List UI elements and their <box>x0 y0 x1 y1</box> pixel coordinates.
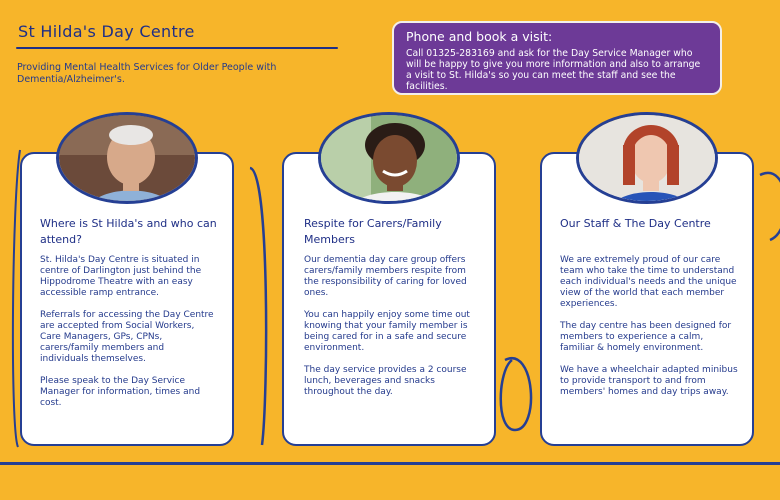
photo-red-haired-woman <box>576 112 718 204</box>
card-location-paragraph: Referrals for accessing the Day Centre are accepted from Social Workers, Care Managers, GPs, CPNs, carers/family members and individuals themselves. <box>40 310 214 364</box>
phone-box-text: Call 01325-283169 and ask for the Day Service Manager who will be happy to give you more information and also to arrange a visit to St. Hilda's so you can meet the staff and see the facilities. <box>406 48 701 92</box>
card-staff-paragraph: We are extremely proud of our care team who take the time to understand each individual's needs and the unique view of the world that each member experiences. <box>560 255 737 309</box>
card-staff-paragraph: We have a wheelchair adapted minibus to provide transport to and from members' homes and day trips away. <box>560 365 738 397</box>
card-staff-paragraph: The day centre has been designed for members to experience a calm, familiar & homely environment. <box>560 321 732 353</box>
card-respite-title: Respite for Carers/Family Members <box>304 217 442 246</box>
card-respite-body <box>304 255 476 409</box>
card-location-paragraph: Please speak to the Day Service Manager for information, times and cost. <box>40 376 201 408</box>
page-subtitle: Providing Mental Health Services for Older People with Dementia/Alzheimer's. <box>17 62 277 85</box>
photo-older-man <box>56 112 198 204</box>
card-respite-paragraph: Our dementia day care group offers carers/family members respite from the responsibility of caring for loved ones. <box>304 255 467 298</box>
phone-box <box>392 21 722 95</box>
photo-smiling-woman <box>318 112 460 204</box>
phone-box-title: Phone and book a visit: <box>406 29 553 44</box>
page-title: St Hilda's Day Centre <box>18 22 195 41</box>
card-location-body <box>40 255 215 420</box>
card-location-title: Where is St Hilda's and who can attend? <box>40 217 217 246</box>
card-staff-title: Our Staff & The Day Centre <box>560 217 711 230</box>
card-staff-body <box>560 255 740 409</box>
bottom-rule <box>0 462 780 465</box>
title-underline <box>16 47 338 49</box>
card-location-paragraph: St. Hilda's Day Centre is situated in centre of Darlington just behind the Hippodrome Theatre with an easy accessible ramp entrance. <box>40 255 202 298</box>
card-respite-paragraph: The day service provides a 2 course lunch, beverages and snacks throughout the day. <box>304 365 467 397</box>
card-respite-paragraph: You can happily enjoy some time out knowing that your family member is being cared for in a safe and secure environment. <box>304 310 470 353</box>
